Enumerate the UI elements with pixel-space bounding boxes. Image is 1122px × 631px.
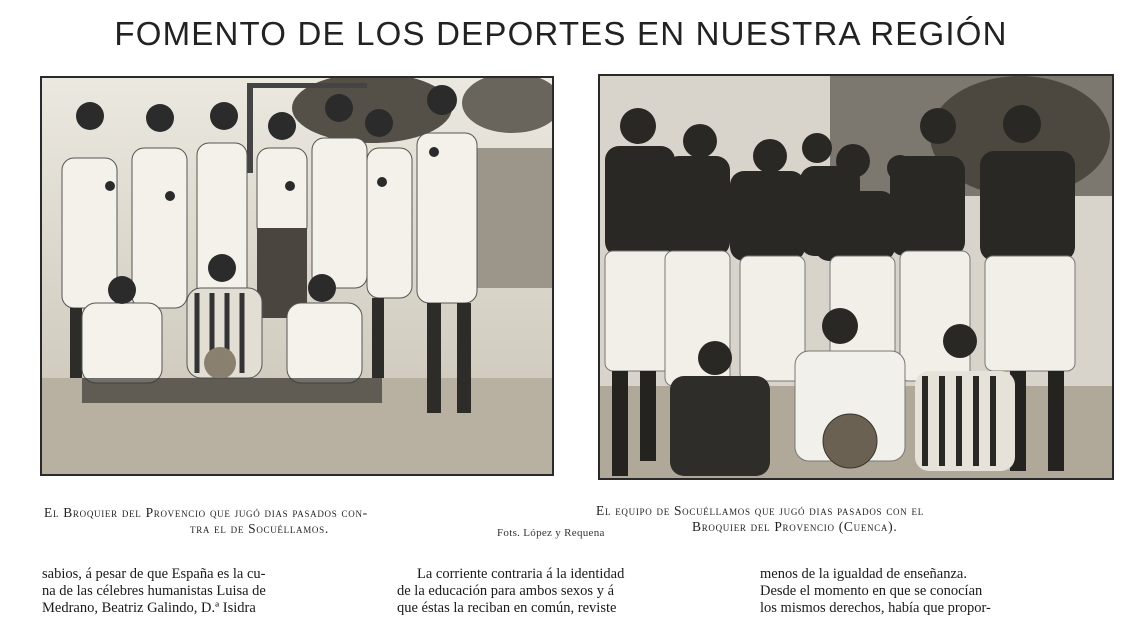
column-3-line: Desde el momento en que se conocían (760, 583, 983, 599)
column-3-line: menos de la igualdad de enseñanza. (760, 566, 967, 582)
left-caption-line-2: tra el de Socuéllamos. (190, 521, 329, 536)
column-2-line: de la educación para ambos sexos y á (397, 583, 615, 599)
right-caption-line-1: El equipo de Socuéllamos que jugó dias pasados con el (596, 503, 924, 518)
page-title: FOMENTO DE LOS DEPORTES EN NUESTRA REGIÓN (114, 15, 1008, 52)
column-1-line: Medrano, Beatriz Galindo, D.ª Isidra (42, 600, 256, 616)
page-header-rule (0, 0, 1122, 4)
column-1-line: sabios, á pesar de que España es la cu- (42, 566, 266, 582)
right-caption-line-2: Broquier del Provencio (Cuenca). (692, 519, 898, 534)
text-column-1 (42, 566, 394, 617)
left-team-photo (40, 76, 554, 476)
text-column-3 (760, 566, 1112, 617)
right-team-photo (598, 74, 1114, 480)
column-1-line: na de las célebres humanistas Luisa de (42, 583, 266, 599)
text-column-2 (397, 566, 749, 617)
column-2-line: que éstas la reciban en común, reviste (397, 600, 617, 616)
left-photo-caption (44, 505, 564, 537)
photo-credit: Fots. López y Requena (497, 527, 605, 539)
left-caption-line-1: El Broquier del Provencio que jugó dias pasados con- (44, 505, 368, 520)
right-photo-caption (596, 503, 1116, 535)
column-3-line: los mismos derechos, había que propor- (760, 600, 991, 616)
column-2-line: La corriente contraria á la identidad (417, 566, 625, 582)
